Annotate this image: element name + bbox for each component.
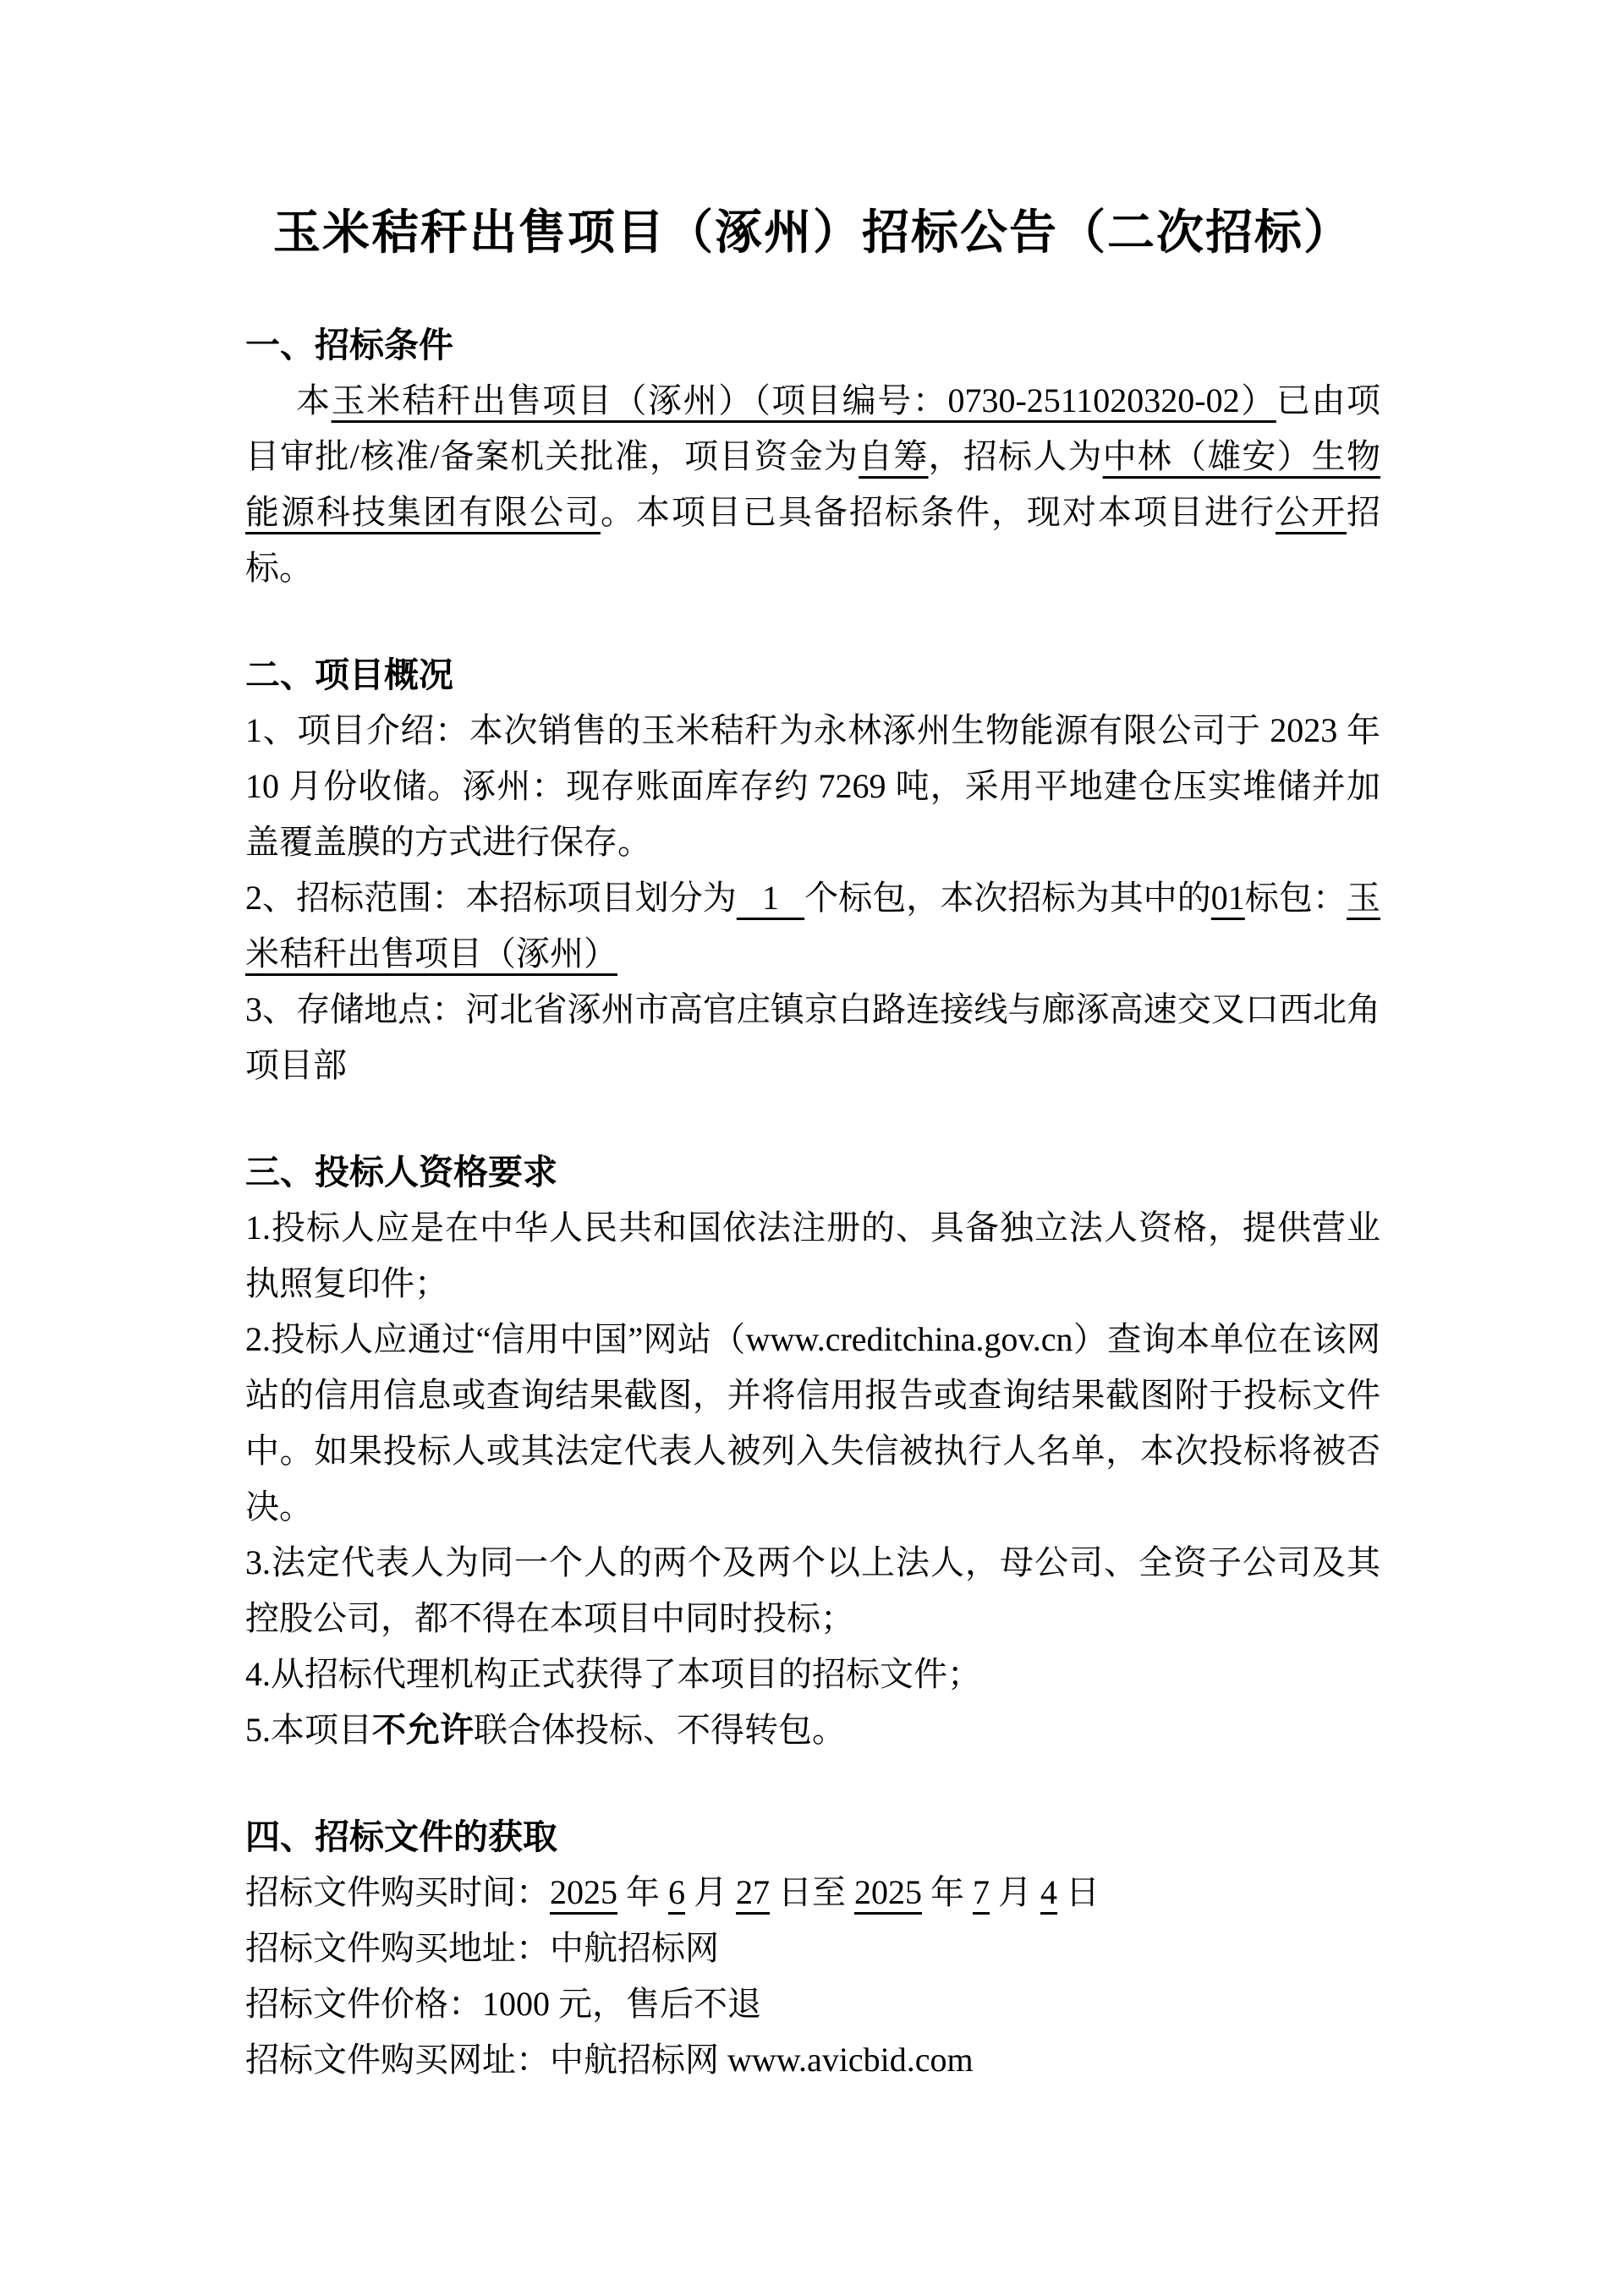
section4-heading: 四、招标文件的获取: [245, 1817, 557, 1856]
day-to-text: 日至: [770, 1873, 854, 1911]
purchase-time-line: [245, 1865, 1380, 1921]
start-year: 2025: [550, 1873, 617, 1911]
end-year: 2025: [854, 1873, 922, 1911]
purchase-time-label: 招标文件购买时间：: [245, 1873, 550, 1911]
document-price-line: 招标文件价格：1000 元，售后不退: [245, 1985, 761, 2023]
package-number: 01: [1210, 879, 1245, 917]
item5-tail: 联合体投标、不得转包。: [474, 1711, 846, 1749]
year-unit: 年: [617, 1873, 668, 1911]
not-allowed-emphasis: 不允许: [372, 1711, 474, 1749]
scope-lead: 2、招标范围：本招标项目划分为: [245, 879, 737, 917]
end-day: 4: [1040, 1873, 1057, 1911]
project-name-and-number: 玉米秸秆出售项目（涿州）（项目编号：0730-2511020320-02）: [331, 381, 1276, 419]
qualification-item-5: [245, 1702, 1380, 1758]
tenderee-lead-text: ，招标人为: [928, 437, 1103, 475]
bidding-scope-item: [245, 870, 1380, 982]
scope-mid-text: 个标包，本次招标为其中的: [804, 879, 1211, 917]
start-day: 27: [736, 1873, 770, 1911]
project-introduction-item: 1、项目介绍：本次销售的玉米秸秆为永林涿州生物能源有限公司于 2023 年 10 月份收储。涿州：现存账面库存约 7269 吨，采用平地建仓压实堆储并加盖覆盖膜的方式进行保存。: [245, 711, 1380, 861]
package-count: 1: [736, 879, 805, 917]
month-unit-2: 月: [990, 1873, 1040, 1911]
qualification-item-4: 4.从招标代理机构正式获得了本项目的招标文件；: [245, 1655, 981, 1693]
day-unit-2: 日: [1057, 1873, 1100, 1911]
start-month: 6: [668, 1873, 685, 1911]
package-label-text: 标包：: [1244, 879, 1347, 917]
section2-heading: 二、项目概况: [245, 655, 453, 694]
year-unit-2: 年: [922, 1873, 973, 1911]
qualification-item-3: 3.法定代表人为同一个人的两个及两个以上法人，母公司、全资子公司及其控股公司，都不得在本项目中同时投标；: [245, 1543, 1380, 1637]
storage-location-item: 3、存储地点：河北省涿州市高官庄镇京白路连接线与廊涿高速交叉口西北角项目部: [245, 990, 1380, 1084]
bidding-method: 公开: [1276, 493, 1347, 531]
package-name: 玉米秸秆出售项目（涿州）: [245, 879, 1381, 973]
paragraph-lead: 本: [296, 381, 332, 419]
section3-heading: 三、投标人资格要求: [245, 1153, 557, 1192]
purchase-address-line: 招标文件购买地址：中航招标网: [245, 1929, 719, 1967]
section1-heading: 一、招标条件: [245, 326, 453, 364]
funding-source: 自筹: [859, 437, 929, 475]
month-unit: 月: [685, 1873, 736, 1911]
tenderee-name: 中林（雄安）生物能源科技集团有限公司: [245, 437, 1381, 531]
paragraph-tail: 招标。: [245, 493, 1380, 587]
qualification-item-2: 2.投标人应通过“信用中国”网站（www.creditchina.gov.cn）查询本单位在该网站的信用信息或查询结果截图，并将信用报告或查询结果截图附于投标文件中。如果投标人或其法定代表人被列入失信被执行人名单，本次投标将被否决。: [245, 1320, 1380, 1526]
qualification-item-1: 1.投标人应是在中华人民共和国依法注册的、具备独立法人资格，提供营业执照复印件；: [245, 1208, 1380, 1302]
section1-paragraph: [245, 373, 1380, 596]
approval-text: 已由项目审批/核准/备案机关批准，项目资金为: [245, 381, 1381, 475]
page-title: 玉米秸秆出售项目（涿州）招标公告（二次招标）: [273, 205, 1352, 259]
purchase-url-line: 招标文件购买网址：中航招标网 www.avicbid.com: [245, 2041, 974, 2079]
end-month: 7: [973, 1873, 990, 1911]
conditions-text: 。本项目已具备招标条件，现对本项目进行: [601, 493, 1276, 531]
item5-lead: 5.本项目: [245, 1711, 372, 1749]
